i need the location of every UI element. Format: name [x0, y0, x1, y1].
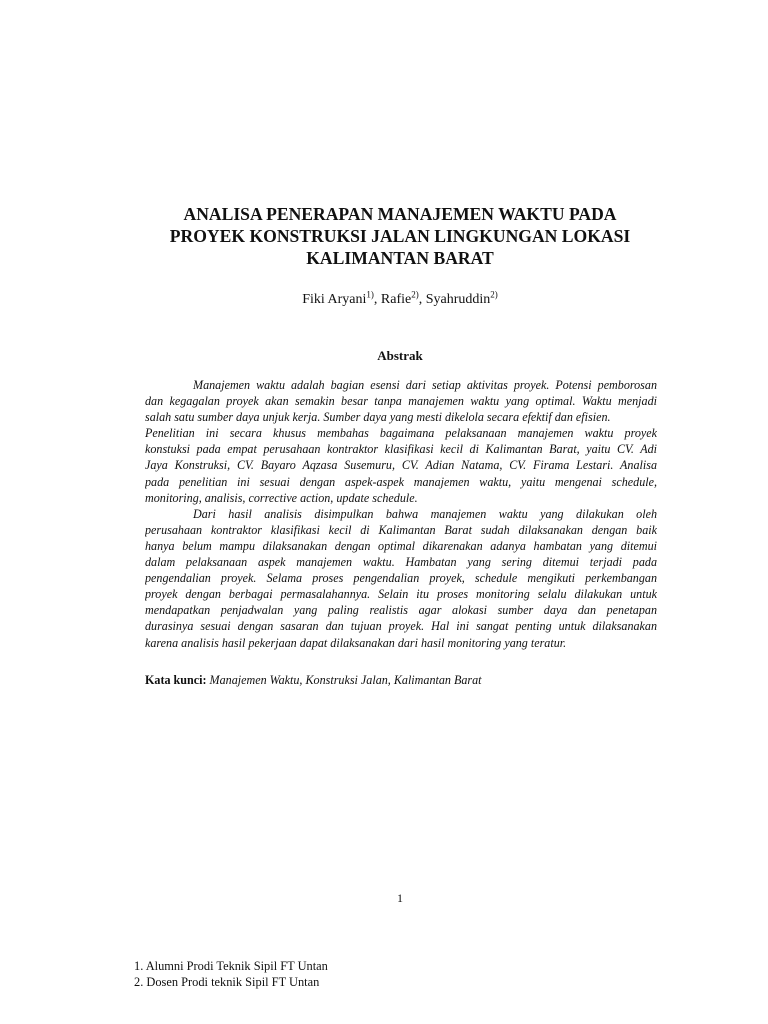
abstract-line: salah satu sumber daya unjuk kerja. Sumber daya yang mesti dikelola secara efektif dan efisien.: [145, 410, 611, 425]
abstract-line: karena analisis hasil pekerjaan dapat dilaksanakan dari hasil monitoring yang teratur.: [145, 635, 567, 650]
abstract-line: konstuksi pada empat perusahaan kontraktor klasifikasi kecil di Kalimantan Barat, yaitu CV. Adi: [145, 442, 657, 457]
abstract-line: perusahaan kontraktor klasifikasi kecil di Kalimantan Barat sudah dilaksanakan dengan baik: [145, 522, 657, 537]
abstract-paragraph: [145, 506, 657, 651]
paper-title: [120, 203, 680, 269]
abstract-line: Jaya Konstruksi, CV. Bayaro Aqzasa Susemuru, CV. Adian Natama, CV. Firama Lestari. Analisa: [145, 458, 657, 473]
footnote: 1. Alumni Prodi Teknik Sipil FT Untan: [134, 959, 328, 973]
abstract-line: mendapatkan penjadwalan yang paling realistis agar alokasi sumber daya dan penetapan: [145, 603, 657, 618]
abstract-body: [145, 377, 657, 651]
page-number: 1: [397, 891, 403, 905]
author-separator: ,: [418, 292, 426, 307]
keywords-label: Kata kunci:: [145, 673, 207, 687]
author-list: [120, 291, 680, 309]
abstract-line: hanya belum mampu dilaksanakan dengan optimal dikarenakan adanya hambatan yang ditemui: [145, 538, 657, 553]
author-name: Rafie: [380, 292, 412, 307]
abstract-line: pada penelitian ini sesuai dengan aspek-aspek manajemen waktu, yaitu mengenai schedule,: [145, 474, 657, 489]
abstract-line: pengendalian proyek. Selama proses pengendalian proyek, schedule mengikuti perkembangan: [145, 571, 657, 586]
author-affiliation-mark: 2): [411, 289, 419, 300]
author-name: Fiki Aryani: [302, 292, 367, 307]
title-line: ANALISA PENERAPAN MANAJEMEN WAKTU PADA: [183, 204, 617, 224]
title-line: PROYEK KONSTRUKSI JALAN LINGKUNGAN LOKASI: [169, 226, 631, 246]
abstract-line: dan kegagalan proyek akan semakin besar tanpa manajemen waktu yang optimal. Waktu menjadi: [145, 394, 657, 409]
keywords-text: Manajemen Waktu, Konstruksi Jalan, Kalimantan Barat: [209, 673, 482, 687]
abstract-paragraph: [145, 377, 657, 506]
abstract-heading: Abstrak: [377, 348, 423, 363]
author-separator: ,: [373, 292, 381, 307]
abstract-line: durasinya sesuai dengan sasaran dan tujuan proyek. Hal ini sangat penting untuk dilaksanakan: [145, 619, 657, 634]
author-name: Syahruddin: [425, 292, 491, 307]
keywords: [145, 672, 665, 688]
author-affiliation-mark: 2): [490, 289, 498, 300]
author-affiliation-mark: 1): [366, 289, 374, 300]
title-line: KALIMANTAN BARAT: [306, 248, 494, 268]
abstract-line: dalam pelaksanaan aspek manajemen waktu. Hambatan yang sering ditemui terjadi pada: [145, 555, 657, 570]
abstract-line: Manajemen waktu adalah bagian esensi dari setiap aktivitas proyek. Potensi pemborosan: [193, 378, 657, 392]
footnotes: [134, 959, 554, 990]
footnote: 2. Dosen Prodi teknik Sipil FT Untan: [134, 974, 320, 989]
abstract-line: proyek dengan berbagai permasalahannya. Selain itu proses monitoring selalu dilakukan untuk: [145, 587, 657, 602]
abstract-line: Penelitian ini secara khusus membahas bagaimana pelaksanaan manajemen waktu proyek: [145, 426, 657, 441]
abstract-line: monitoring, analisis, corrective action, update schedule.: [145, 490, 418, 505]
abstract-line: Dari hasil analisis disimpulkan bahwa manajemen waktu yang dilakukan oleh: [193, 506, 657, 521]
